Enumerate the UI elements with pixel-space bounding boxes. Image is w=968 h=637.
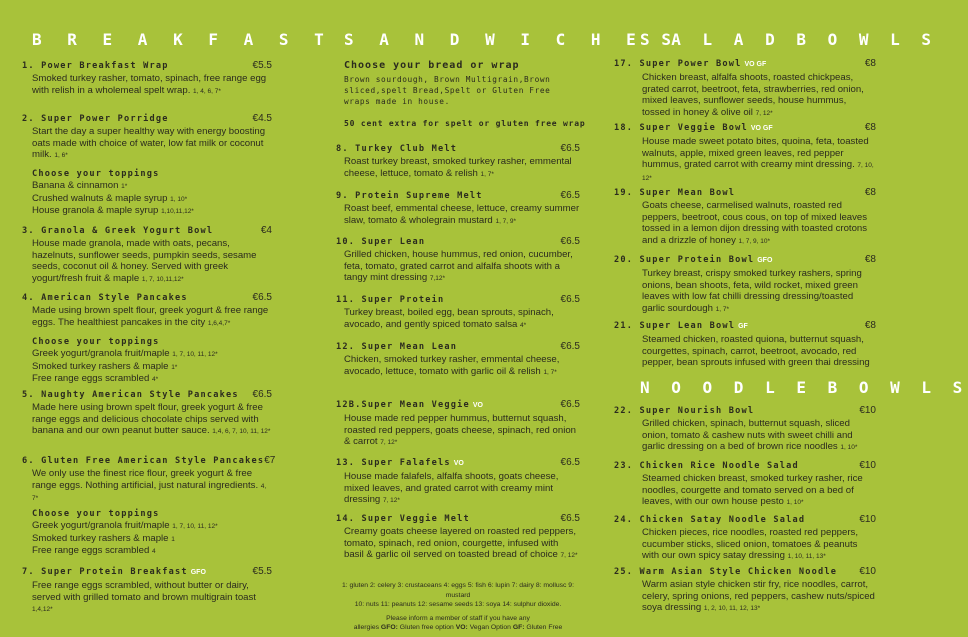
toppings-block: Choose your toppings Greek yogurt/granola fruit/maple 1, 7, 10, 11, 12* Smoked turkey rashers & maple 1 Free range eggs scrambled 4 xyxy=(32,509,218,557)
menu-item: 10. Super Lean €6.5 Grilled chicken, house hummus, red onion, cucumber, feta, tomato, grated carrot and alfalfa shoots with a tangy mint dressing 7,12* xyxy=(336,236,580,284)
sandwiches-heading: S A N D W I C H E S xyxy=(344,30,680,49)
menu-item: 24. Chicken Satay Noodle Salad €10 Chicken pieces, rice noodles, roasted red peppers, cucumber sticks, sliced onion, tomatoes & peanuts with our own spicy satay dressing 1, 10, 11, 13* xyxy=(614,514,876,562)
menu-item: 21. Super Lean Bowl GF €8 Steamed chicken, roasted quiona, butternut squash, courgettes, spinach, carrot, beetroot, avocado, red pepper, bean sprouts infused with green thai dressing xyxy=(614,320,876,369)
menu-item: 23. Chicken Rice Noodle Salad €10 Steamed chicken breast, smoked turkey rasher, rice noodles, courgette and tomato served on a bed of leaves, with our own house pesto 1, 10* xyxy=(614,460,876,508)
menu-item: 9. Protein Supreme Melt €6.5 Roast beef, emmental cheese, lettuce, creamy summer slaw, tomato & wholegrain mustard 1, 7, 9* xyxy=(336,190,580,226)
menu-item: 5. Naughty American Style Pancakes €6.5 Made here using brown spelt flour, greek yogurt & free range eggs and delicious chocolate chips served with banana and our own peanut butter sauce. 1,4, 6, 7, 10, 11, 12* xyxy=(22,389,272,437)
menu-item: 11. Super Protein €6.5 Turkey breast, boiled egg, bean sprouts, spinach, avocado, and gently spiced tomato salsa 4* xyxy=(336,294,580,330)
menu-item: 17. Super Power Bowl VO GF €8 Chicken breast, alfalfa shoots, roasted chickpeas, grated carrot, beetroot, feta, strawberries, red onion, mixed leaves, sunflower seeds, house hummus, tossed in honey & olive oil 7, 12* xyxy=(614,58,876,118)
menu-item: 12. Super Mean Lean €6.5 Chicken, smoked turkey rasher, emmental cheese, avocado, lettuce, tomato with garlic oil & relish 1, 7* xyxy=(336,341,580,377)
toppings-block: Choose your toppings Greek yogurt/granola fruit/maple 1, 7, 10, 11, 12* Smoked turkey rashers & maple 1* Free range eggs scrambled 4* xyxy=(32,337,218,385)
menu-item: 14. Super Veggie Melt €6.5 Creamy goats cheese layered on roasted red peppers, tomato, spinach, red onion, courgette, infused with basil & garlic oil served on toasted bread of choice 7, 12* xyxy=(336,513,580,561)
menu-item: 25. Warm Asian Style Chicken Noodle €10 Warm asian style chicken stir fry, rice noodles, carrot, celery, spring onions, red peppers, cashew nuts/spiced soya dressing 1, 2, 10, 11, 12, 13* xyxy=(614,566,876,614)
menu-item: 2. Super Power Porridge €4.5 Start the day a super healthy way with energy boosting oats made with choice of water, low fat milk or coconut milk. 1, 6* xyxy=(22,113,272,161)
menu-item: 6. Gluten Free American Style Pancakes €7 We only use the finest rice flour, greek yogurt & free range eggs. Nothing artificial, just natural ingredients. 4, 7* xyxy=(22,455,276,503)
allergen-footer: 1: gluten 2: celery 3: crustaceans 4: eggs 5: fish 6: lupin 7: dairy 8: mollusc 9: mustard 10: nuts 11: peanuts 12: sesame seeds 13: soya 14: sulphur dioxide. Please inform a member of staff if you have any allergies GFO: Gluten free option VO: Vegan Option GF: Gluten Free xyxy=(342,582,574,631)
bread-choice-block: Choose your bread or wrap Brown sourdough, Brown Multigrain,Brown sliced,spelt Bread,Spelt or Gluten Free wraps made in house. 50 cent extra for spelt or gluten free wrap xyxy=(344,60,586,128)
salad-bowls-heading: S A L A D B O W L S xyxy=(640,30,938,49)
menu-item: 7. Super Protein Breakfast GFO €5.5 Free range eggs scrambled, without butter or dairy, served with grilled tomato and brown multigrain toast 1,4,12* xyxy=(22,566,272,614)
toppings-block: Choose your toppings Banana & cinnamon 1* Crushed walnuts & maple syrup 1, 10* House granola & maple syrup 1,10,11,12* xyxy=(32,169,194,217)
menu-item: 3. Granola & Greek Yogurt Bowl €4 House made granola, made with oats, pecans, hazelnuts, sunflower seeds, pumpkin seeds, sesame seeds, coconut oil & honey. Served with greek yogurt/fresh fruit & maple 1, 7, 10,11,12* xyxy=(22,225,272,284)
menu-item: 13. Super Falafels VO €6.5 House made falafels, alfalfa shoots, goats cheese, mixed leaves, and grated carrot with creamy mint dressing 7, 12* xyxy=(336,457,580,506)
noodle-bowls-heading: N O O D L E B O W L S xyxy=(640,378,968,397)
menu-item: 1. Power Breakfast Wrap €5.5 Smoked turkey rasher, tomato, spinach, free range egg with relish in a wholemeal spelt wrap. 1, 4, 6, 7* xyxy=(22,60,272,96)
menu-item: 19. Super Mean Bowl €8 Goats cheese, carmelised walnuts, roasted red peppers, beetroot, cous cous, on top of mixed leaves tossed in a lemon dijon dressing with toasted crotons and a drizzle of honey 1, 7, 9, 10* xyxy=(614,187,876,246)
menu-item: 4. American Style Pancakes €6.5 Made using brown spelt flour, greek yogurt & free range eggs. The healthiest pancakes in the city 1,6,4,7* xyxy=(22,292,272,328)
menu-item: 12B.Super Mean Veggie VO €6.5 House made red pepper hummus, butternut squash, roasted red peppers, goats cheese, spinach, red onion & carrot 7, 12* xyxy=(336,399,580,448)
menu-item: 8. Turkey Club Melt €6.5 Roast turkey breast, smoked turkey rasher, emmental cheese, lettuce, tomato & relish 1, 7* xyxy=(336,143,580,179)
menu-item: 22. Super Nourish Bowl €10 Grilled chicken, spinach, butternut squash, sliced onion, tomato & cashew nuts with sweet chilli and garlic dressing on a bed of brown rice noodles 1, 10* xyxy=(614,405,876,453)
menu-item: 20. Super Protein Bowl GFO €8 Turkey breast, crispy smoked turkey rashers, spring onions, bean shoots, feta, wild rocket, mixed green leaves with low fat chilli dressing dressing/toasted garlic sourdough 1, 7* xyxy=(614,254,876,314)
menu-item: 18. Super Veggie Bowl VO GF €8 House made sweet potato bites, quoina, feta, toasted walnuts, apple, mixed green leaves, red pepper hummus, grated carrot with creamy mint dressing. 7, 10, 12* xyxy=(614,122,876,182)
breakfast-heading: B R E A K F A S T xyxy=(32,30,332,49)
